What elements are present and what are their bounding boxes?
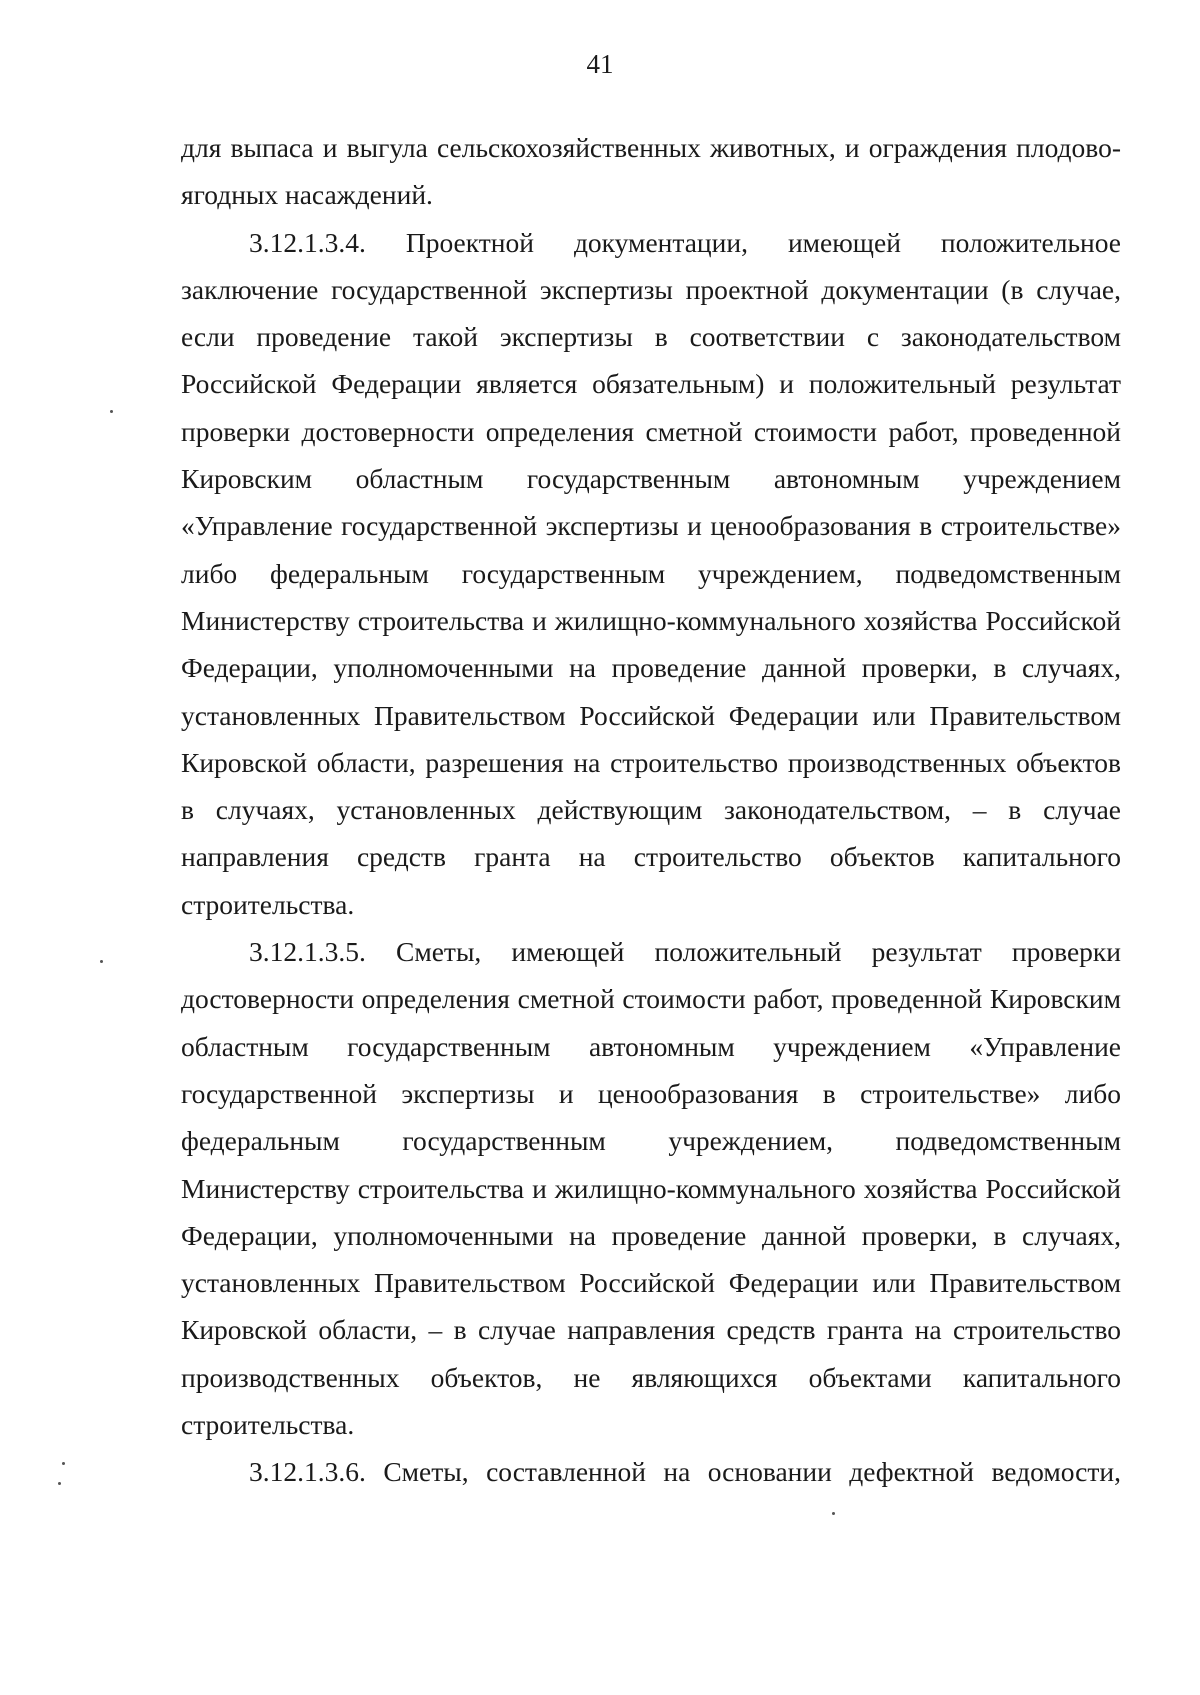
scan-speck [58,1482,61,1485]
page-number: 41 [586,49,614,79]
document-body [181,124,1121,1496]
scan-speck [62,1462,65,1465]
paragraph-3-12-1-3-6: 3.12.1.3.6. Сметы, составленной на основании дефектной ведомости, [249,1456,1121,1488]
paragraph-continuation: для выпаса и выгула сельскохозяйственных животных, и ограждения плодово-ягодных насаждений. [181,132,1121,211]
scan-speck [110,410,113,413]
scan-speck [100,960,103,963]
scan-speck [832,1512,835,1515]
paragraph-3-12-1-3-4: 3.12.1.3.4. Проектной документации, имеющей положительное заключение государственной экспертизы проектной документации (в случае, если проведение такой экспертизы в соответствии с законодательством Российской Федерации является обязательным) и положительный результат проверки достоверности определения сметной стоимости работ, проведенной Кировским областным государственным автономным учреждением «Управление государственной экспертизы и ценообразования в строительстве» либо федеральным государственным учреждением, подведомственным Министерству строительства и жилищно-коммунального хозяйства Российской Федерации, уполномоченными на проведение данной проверки, в случаях, установленных Правительством Российской Федерации или Правительством Кировской области, разрешения на строительство производственных объектов в случаях, установленных действующим законодательством, – в случае направления средств гранта на строительство объектов капитального строительства. [181,226,1121,920]
paragraph-3-12-1-3-5: 3.12.1.3.5. Сметы, имеющей положительный результат проверки достоверности определения сметной стоимости работ, проведенной Кировским областным государственным автономным учреждением «Управление государственной экспертизы и ценообразования в строительстве» либо федеральным государственным учреждением, подведомственным Министерству строительства и жилищно-коммунального хозяйства Российской Федерации, уполномоченными на проведение данной проверки, в случаях, установленных Правительством Российской Федерации или Правительством Кировской области, – в случае направления средств гранта на строительство производственных объектов, не являющихся объектами капитального строительства. [181,936,1121,1441]
